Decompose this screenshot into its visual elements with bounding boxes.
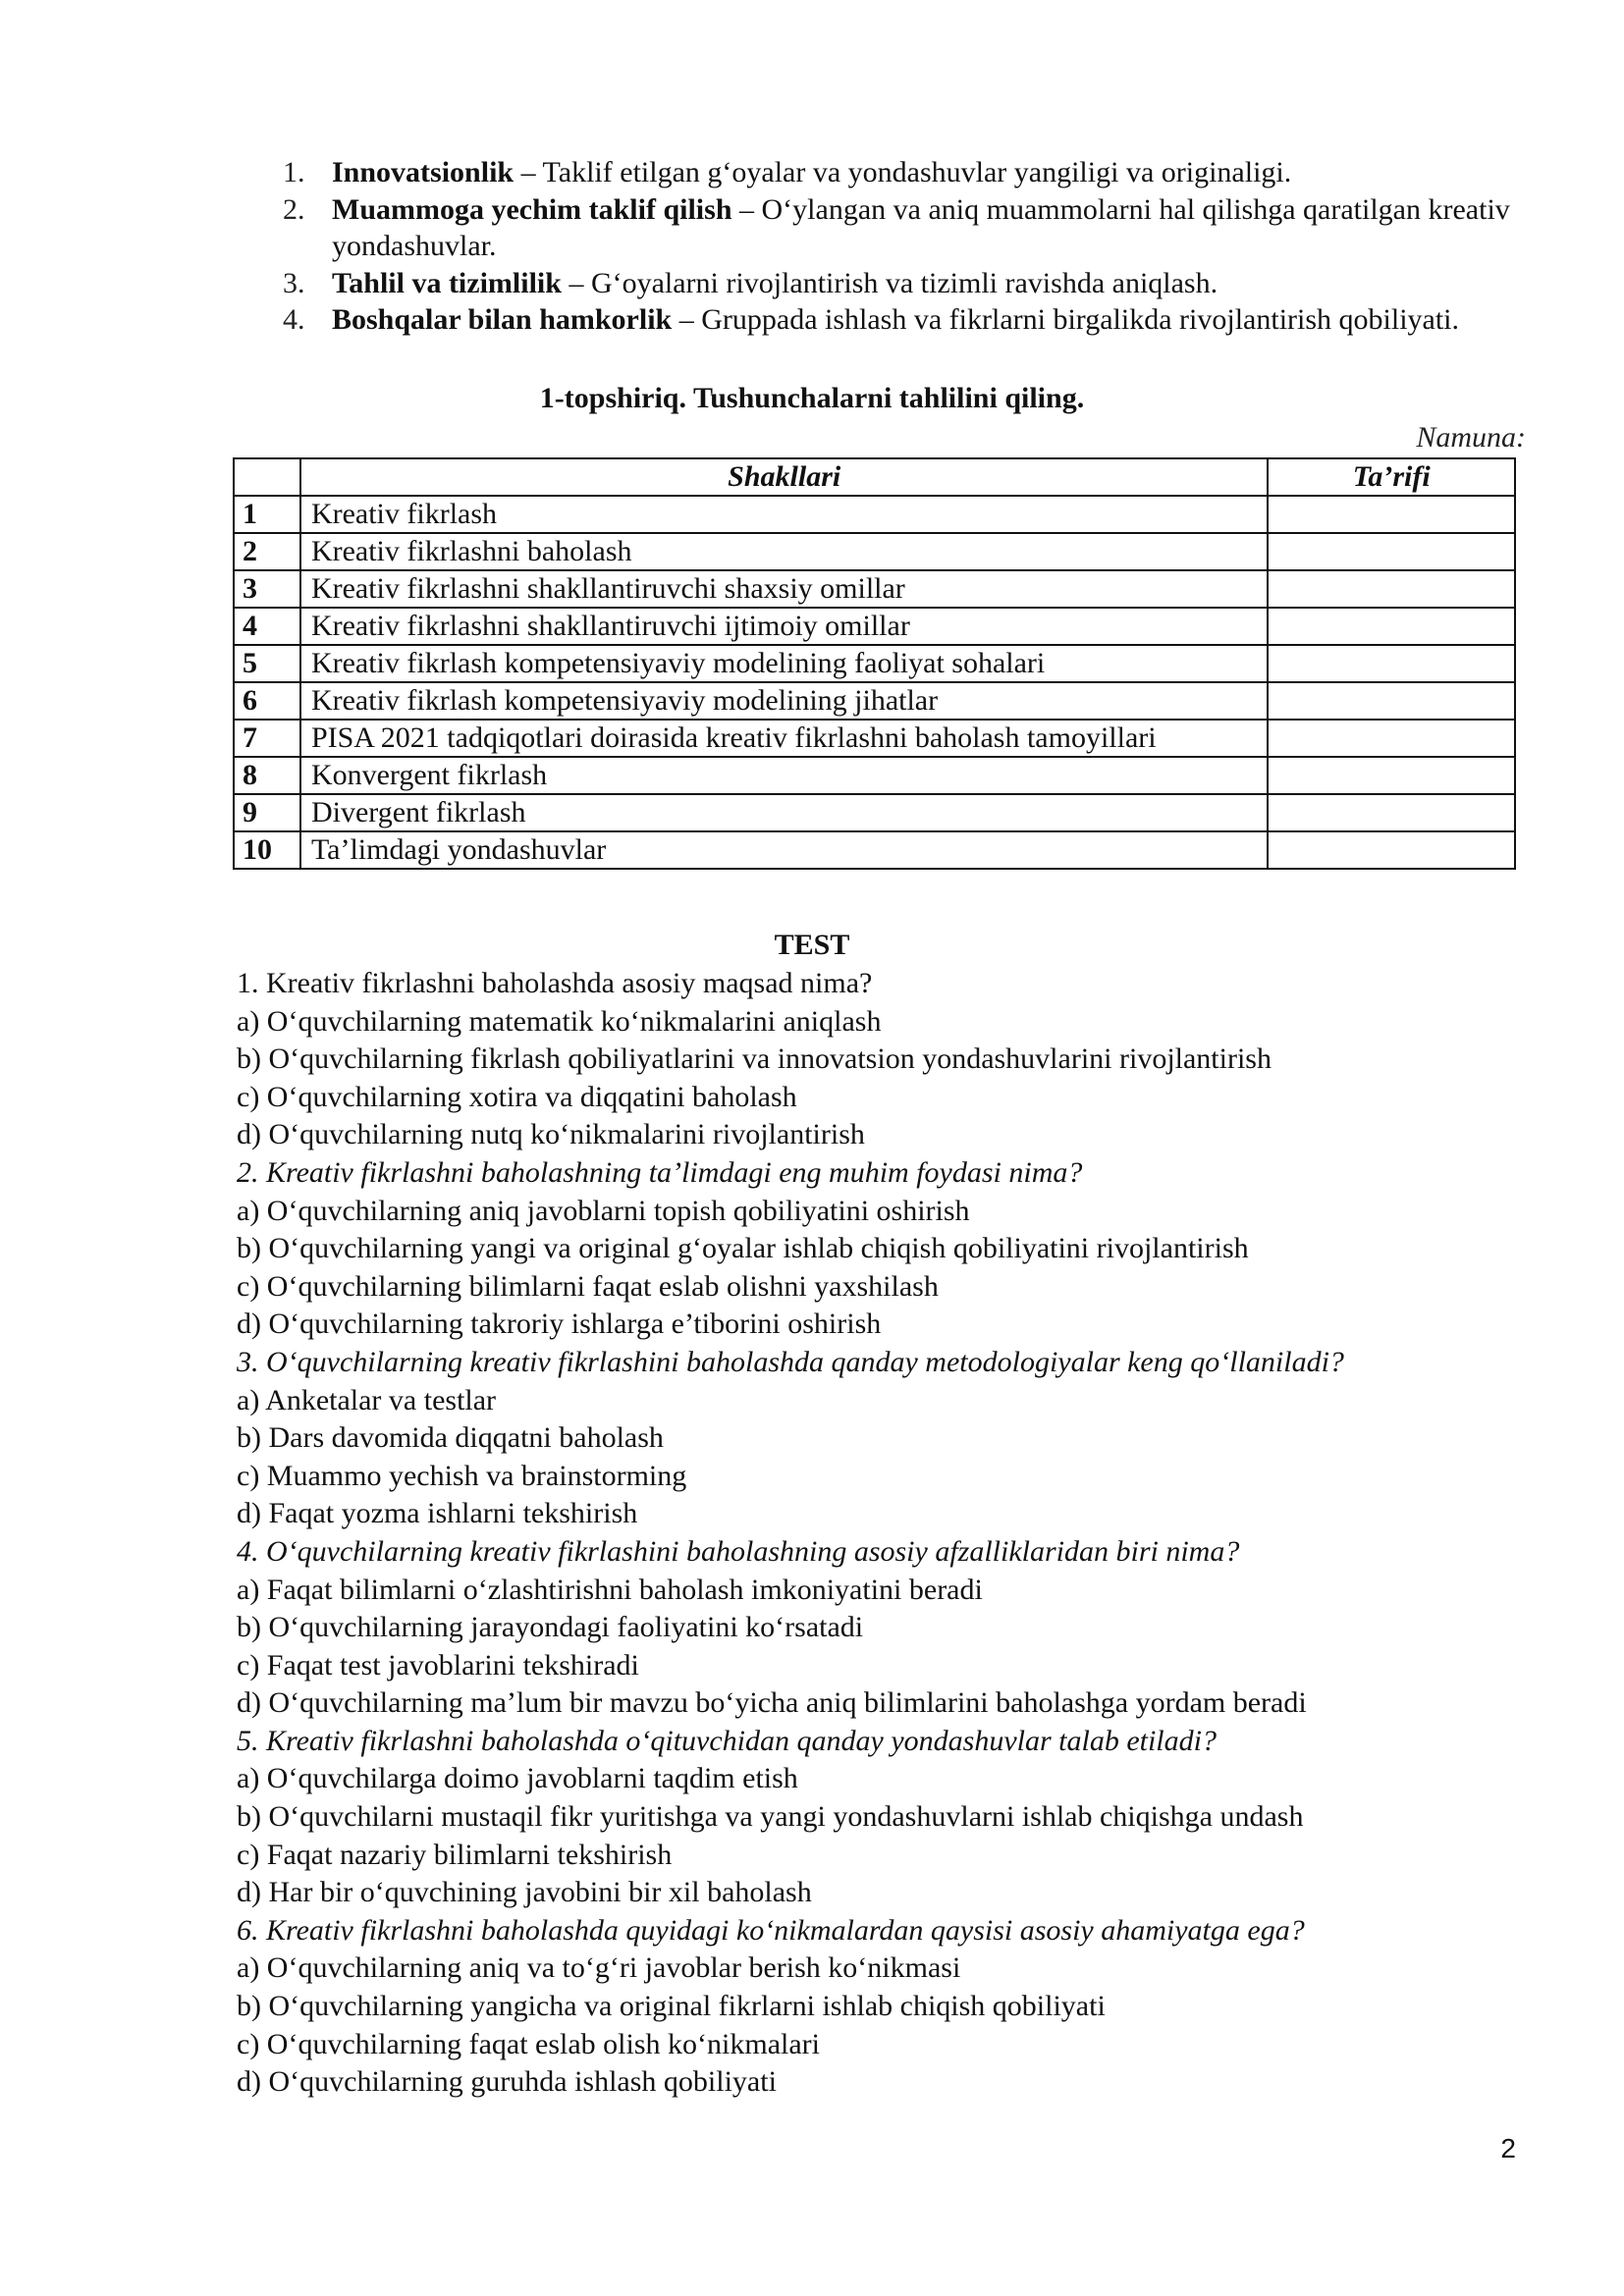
answer-option: a) O‘quvchilarning aniq va to‘g‘ri javoblar berish ko‘nikmasi: [237, 1951, 961, 1985]
question-text: 6. Kreativ fikrlashni baholashda quyidagi ko‘nikmalardan qaysisi asosiy ahamiyatga ega?: [237, 1913, 1305, 1947]
answer-option: c) O‘quvchilarning xotira va diqqatini baholash: [237, 1080, 797, 1113]
criteria-item: [283, 191, 1520, 265]
criteria-item: [283, 154, 1520, 191]
answer-option: a) O‘quvchilarning aniq javoblarni topish qobiliyatini oshirish: [237, 1194, 970, 1227]
table-row: [234, 682, 1515, 720]
answer-option: d) O‘quvchilarning takroriy ishlarga e’tiborini oshirish: [237, 1308, 882, 1341]
row-tarif: [1268, 608, 1515, 645]
answer-option: a) O‘quvchilarga doimo javoblarni taqdim etish: [237, 1762, 798, 1795]
row-shakl: Ta’limdagi yondashuvlar: [300, 831, 1269, 869]
table-row: [234, 496, 1515, 533]
row-tarif: [1268, 757, 1515, 794]
row-number: 5: [234, 645, 300, 682]
row-shakl: Kreativ fikrlashni shakllantiruvchi shaxsiy omillar: [300, 570, 1269, 608]
row-number: 3: [234, 570, 300, 608]
table-row: [234, 720, 1515, 757]
answer-option: b) O‘quvchilarning fikrlash qobiliyatlarini va innovatsion yondashuvlarini rivojlantirish: [237, 1042, 1272, 1076]
answer-option: a) Faqat bilimlarni o‘zlashtirishni baholash imkoniyatini beradi: [237, 1573, 983, 1606]
answer-option: d) O‘quvchilarning ma’lum bir mavzu bo‘yicha aniq bilimlarini baholashga yordam beradi: [237, 1686, 1307, 1720]
answer-option: c) O‘quvchilarning bilimlarni faqat eslab olishni yaxshilash: [237, 1269, 939, 1303]
row-tarif: [1268, 682, 1515, 720]
criteria-text: [332, 191, 1520, 265]
answer-option: d) O‘quvchilarning guruhda ishlash qobiliyati: [237, 2065, 777, 2099]
criteria-text: [332, 154, 1520, 191]
answer-option: b) O‘quvchilarni mustaqil fikr yuritishga va yangi yondashuvlarni ishlab chiqishga undash: [237, 1800, 1304, 1834]
row-shakl: Kreativ fikrlashni baholash: [300, 533, 1269, 570]
row-tarif: [1268, 720, 1515, 757]
criteria-list: [283, 154, 1520, 339]
concepts-table: [233, 457, 1516, 870]
answer-option: b) O‘quvchilarning yangicha va original fikrlarni ishlab chiqish qobiliyati: [237, 1990, 1106, 2023]
answer-option: c) Faqat nazariy bilimlarni tekshirish: [237, 1838, 673, 1871]
answer-option: d) Har bir o‘quvchining javobini bir xil baholash: [237, 1876, 812, 1909]
criteria-description: – O‘ylangan va aniq muammolarni hal qilishga qaratilgan kreativ yondashuvlar.: [332, 192, 1510, 262]
test-questions: [237, 965, 1533, 2102]
row-number: 8: [234, 757, 300, 794]
criteria-number: 3.: [283, 266, 305, 299]
row-number: 1: [234, 496, 300, 533]
row-shakl: Kreativ fikrlash kompetensiyaviy modelining faoliyat sohalari: [300, 645, 1269, 682]
row-tarif: [1268, 831, 1515, 869]
answer-option: b) Dars davomida diqqatni baholash: [237, 1421, 664, 1455]
row-number: 10: [234, 831, 300, 869]
row-shakl: Kreativ fikrlash kompetensiyaviy modelining jihatlar: [300, 682, 1269, 720]
header-tarifi: Ta’rifi: [1268, 458, 1515, 496]
row-shakl: Konvergent fikrlash: [300, 757, 1269, 794]
answer-option: b) O‘quvchilarning yangi va original g‘oyalar ishlab chiqish qobiliyatini rivojlantirish: [237, 1232, 1249, 1265]
question-text: 1. Kreativ fikrlashni baholashda asosiy maqsad nima?: [237, 967, 873, 999]
criteria-term: Muammoga yechim taklif qilish: [332, 192, 732, 226]
header-shakllari: Shakllari: [300, 458, 1269, 496]
table-row: [234, 831, 1515, 869]
table-row: [234, 645, 1515, 682]
row-tarif: [1268, 570, 1515, 608]
answer-option: c) Faqat test javoblarini tekshiradi: [237, 1648, 639, 1682]
criteria-term: Boshqalar bilan hamkorlik: [332, 303, 673, 336]
row-shakl: Kreativ fikrlash: [300, 496, 1269, 533]
namuna-label: Namuna:: [1416, 421, 1526, 454]
table-header-row: [234, 458, 1515, 496]
question-text: 4. O‘quvchilarning kreativ fikrlashini baholashning asosiy afzalliklaridan biri nima?: [237, 1534, 1240, 1568]
table-row: [234, 757, 1515, 794]
test-title: TEST: [774, 929, 850, 961]
answer-option: a) O‘quvchilarning matematik ko‘nikmalarini aniqlash: [237, 1004, 882, 1038]
criteria-item: [283, 265, 1520, 302]
answer-option: b) O‘quvchilarning jarayondagi faoliyatini ko‘rsatadi: [237, 1611, 864, 1644]
row-tarif: [1268, 533, 1515, 570]
page-number: 2: [1500, 2133, 1516, 2163]
criteria-term: Tahlil va tizimlilik: [332, 266, 562, 299]
row-number: 7: [234, 720, 300, 757]
criteria-number: 1.: [283, 156, 305, 188]
row-shakl: PISA 2021 tadqiqotlari doirasida kreativ fikrlashni baholash tamoyillari: [300, 720, 1269, 757]
answer-option: c) Muammo yechish va brainstorming: [237, 1459, 687, 1492]
table-row: [234, 608, 1515, 645]
criteria-number: 2.: [283, 192, 305, 226]
task-title: 1-topshiriq. Tushunchalarni tahlilini qiling.: [539, 382, 1085, 414]
table-row: [234, 570, 1515, 608]
row-tarif: [1268, 794, 1515, 831]
criteria-description: – G‘oyalarni rivojlantirish va tizimli ravishda aniqlash.: [561, 266, 1218, 299]
criteria-item: [283, 301, 1520, 339]
table-row: [234, 533, 1515, 570]
criteria-description: – Taklif etilgan g‘oyalar va yondashuvlar yangiligi va originaligi.: [514, 156, 1292, 188]
answer-option: a) Anketalar va testlar: [237, 1383, 497, 1416]
answer-option: d) Faqat yozma ishlarni tekshirish: [237, 1497, 638, 1530]
row-number: 2: [234, 533, 300, 570]
header-number: [234, 458, 300, 496]
criteria-description: – Gruppada ishlash va fikrlarni birgalikda rivojlantirish qobiliyati.: [672, 303, 1460, 336]
criteria-term: Innovatsionlik: [332, 156, 514, 188]
answer-option: c) O‘quvchilarning faqat eslab olish ko‘nikmalari: [237, 2027, 820, 2060]
criteria-text: [332, 265, 1520, 302]
criteria-text: [332, 301, 1520, 339]
row-shakl: Divergent fikrlash: [300, 794, 1269, 831]
row-tarif: [1268, 645, 1515, 682]
criteria-number: 4.: [283, 303, 305, 336]
row-shakl: Kreativ fikrlashni shakllantiruvchi ijtimoiy omillar: [300, 608, 1269, 645]
row-number: 6: [234, 682, 300, 720]
row-number: 4: [234, 608, 300, 645]
row-number: 9: [234, 794, 300, 831]
table-row: [234, 794, 1515, 831]
question-text: 5. Kreativ fikrlashni baholashda o‘qituvchidan qanday yondashuvlar talab etiladi?: [237, 1724, 1217, 1757]
question-text: 3. O‘quvchilarning kreativ fikrlashini baholashda qanday metodologiyalar keng qo‘llaniladi?: [237, 1345, 1344, 1378]
answer-option: d) O‘quvchilarning nutq ko‘nikmalarini rivojlantirish: [237, 1118, 865, 1151]
row-tarif: [1268, 496, 1515, 533]
question-text: 2. Kreativ fikrlashni baholashning ta’limdagi eng muhim foydasi nima?: [237, 1155, 1083, 1189]
